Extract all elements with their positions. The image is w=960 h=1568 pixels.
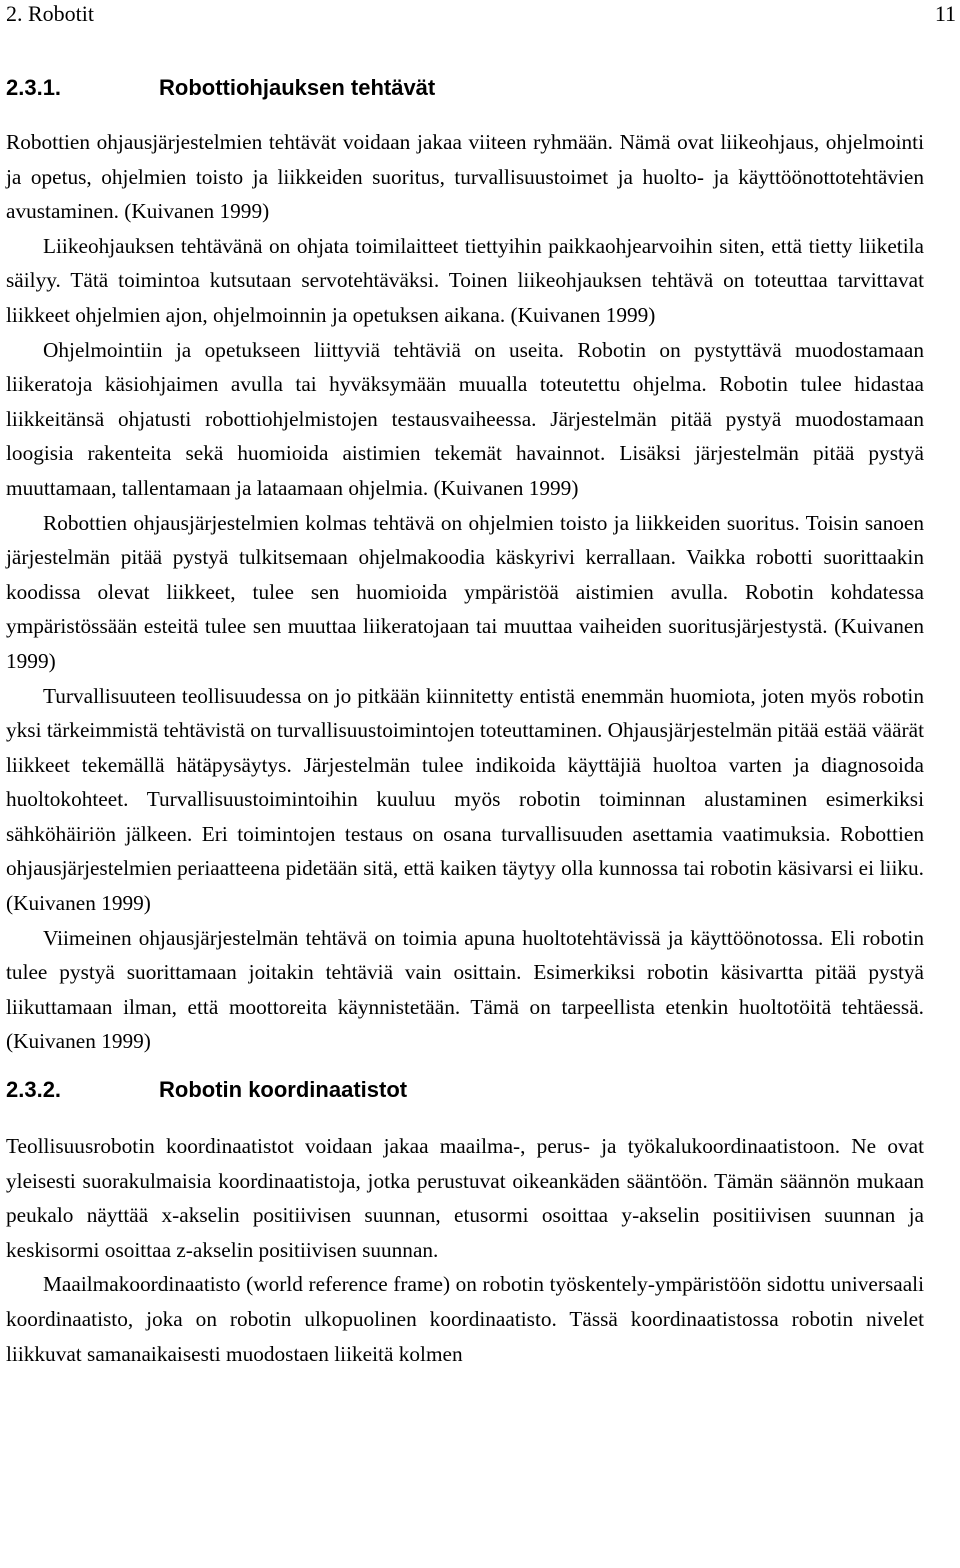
document-page (6, 0, 956, 1371)
section-heading-2-3-1 (6, 75, 924, 101)
section-title: Robottiohjauksen tehtävät (159, 75, 436, 100)
paragraph: Ohjelmointiin ja opetukseen liittyviä tehtäviä on useita. Robotin on pystyttävä muodostamaan liikeratoja käsiohjaimen avulla tai hyväksymään muualla toteutettu ohjelma. Robotin tulee hidastaa liikkeitänsä ohjatusti robottiohjelmistojen testausvaiheessa. Järjestelmän pitää pystyä muodostamaan loogisia rakenteita sekä huomioida aistimien tekemät havainnot. Lisäksi järjestelmän pitää pystyä muuttamaan, tallentamaan ja lataamaan ohjelmia. (Kuivanen 1999) (6, 337, 924, 500)
paragraph: Robottien ohjausjärjestelmien kolmas tehtävä on ohjelmien toisto ja liikkeiden suoritus. Toisin sanoen järjestelmän pitää pystyä tulkitsemaan ohjelmakoodia käskyrivi kerrallaan. Vaikka robotti suorittaakin koodissa olevat liikkeet, tulee sen huomioida ympäristöä aistimien avulla. Robotin kohdatessa ympäristössään esteitä tulee sen muuttaa liikeratojaan tai muuttaa vaiheiden suoritusjärjestystä. (Kuivanen 1999) (6, 510, 924, 673)
paragraph: Viimeinen ohjausjärjestelmän tehtävä on toimia apuna huoltotehtävissä ja käyttöönotossa. Eli robotin tulee pystyä suorittamaan joitakin tehtäviä vain osittain. Esimerkiksi robotin käsivartta pitää pystyä liikuttamaan ilman, että moottoreita käynnistetään. Tämä on tarpeellista etenkin huoltotöitä tehtäessä. (Kuivanen 1999) (6, 925, 924, 1054)
paragraph: Robottien ohjausjärjestelmien tehtävät voidaan jakaa viiteen ryhmään. Nämä ovat liikeohjaus, ohjelmointi ja opetus, ohjelmien toisto ja liikkeiden suoritus, turvallisuustoimet ja huolto- ja käyttöönottotehtävien avustaminen. (Kuivanen 1999) (6, 130, 924, 224)
paragraph: Teollisuusrobotin koordinaatistot voidaan jakaa maailma-, perus- ja työkalukoordinaatistoon. Ne ovat yleisesti suorakulmaisia koordinaatistoja, jotka perustuvat oikeankäden sääntöön. Tämän säännön mukaan peukalo näyttää x-akselin positiivisen suunnan, etusormi osoittaa y-akselin positiivisen suunnan ja keskisormi osoittaa z-akselin positiivisen suunnan. (6, 1134, 924, 1262)
section-body-2-3-1 (6, 125, 924, 1059)
section-title: Robotin koordinaatistot (159, 1077, 408, 1103)
section-heading-2-3-2 (6, 1077, 924, 1103)
section-body-2-3-2 (6, 1129, 924, 1371)
section-number: 2.3.2. (6, 1077, 62, 1103)
paragraph: Maailmakoordinaatisto (world reference frame) on robotin työskentely-ympäristöön sidottu universaali koordinaatisto, joka on robotin ulkopuolinen koordinaatisto. Tässä koordinaatistossa robotin nivelet liikkuvat samanaikaisesti muodostaen liikeitä kolmen (6, 1272, 924, 1366)
running-header (6, 0, 956, 31)
paragraph: Liikeohjauksen tehtävänä on ohjata toimilaitteet tiettyihin paikkaohjearvoihin siten, että tietty liiketila säilyy. Tätä toimintoa kutsutaan servotehtäväksi. Toinen liikeohjauksen tehtävä on toteuttaa tarvittavat liikkeet ohjelmien ajon, ohjelmoinnin ja opetuksen aikana. (Kuivanen 1999) (6, 233, 924, 327)
paragraph: Turvallisuuteen teollisuudessa on jo pitkään kiinnitetty entistä enemmän huomiota, joten myös robotin yksi tärkeimmistä tehtävistä on turvallisuustoimintojen toteuttaminen. Ohjausjärjestelmän pitää estää väärät liikkeet tekemällä hätäpysäytys. Järjestelmän tulee indikoida käyttäjiä huoltoa varten ja diagnosoida huoltokohteet. Turvallisuustoimintoihin kuuluu myös robotin toiminnan alustaminen esimerkiksi sähköhäiriön jälkeen. Eri toimintojen testaus on osana turvallisuuden asettamia vaatimuksia. Robottien ohjausjärjestelmien periaatteena pidetään sitä, että kaiken täytyy olla kunnossa tai robotin käsivarsi ei liiku. (Kuivanen 1999) (6, 683, 924, 916)
chapter-title: 2. Robotit (6, 1, 95, 26)
section-number: 2.3.1. (6, 75, 62, 100)
page-number: 11 (934, 1, 956, 26)
